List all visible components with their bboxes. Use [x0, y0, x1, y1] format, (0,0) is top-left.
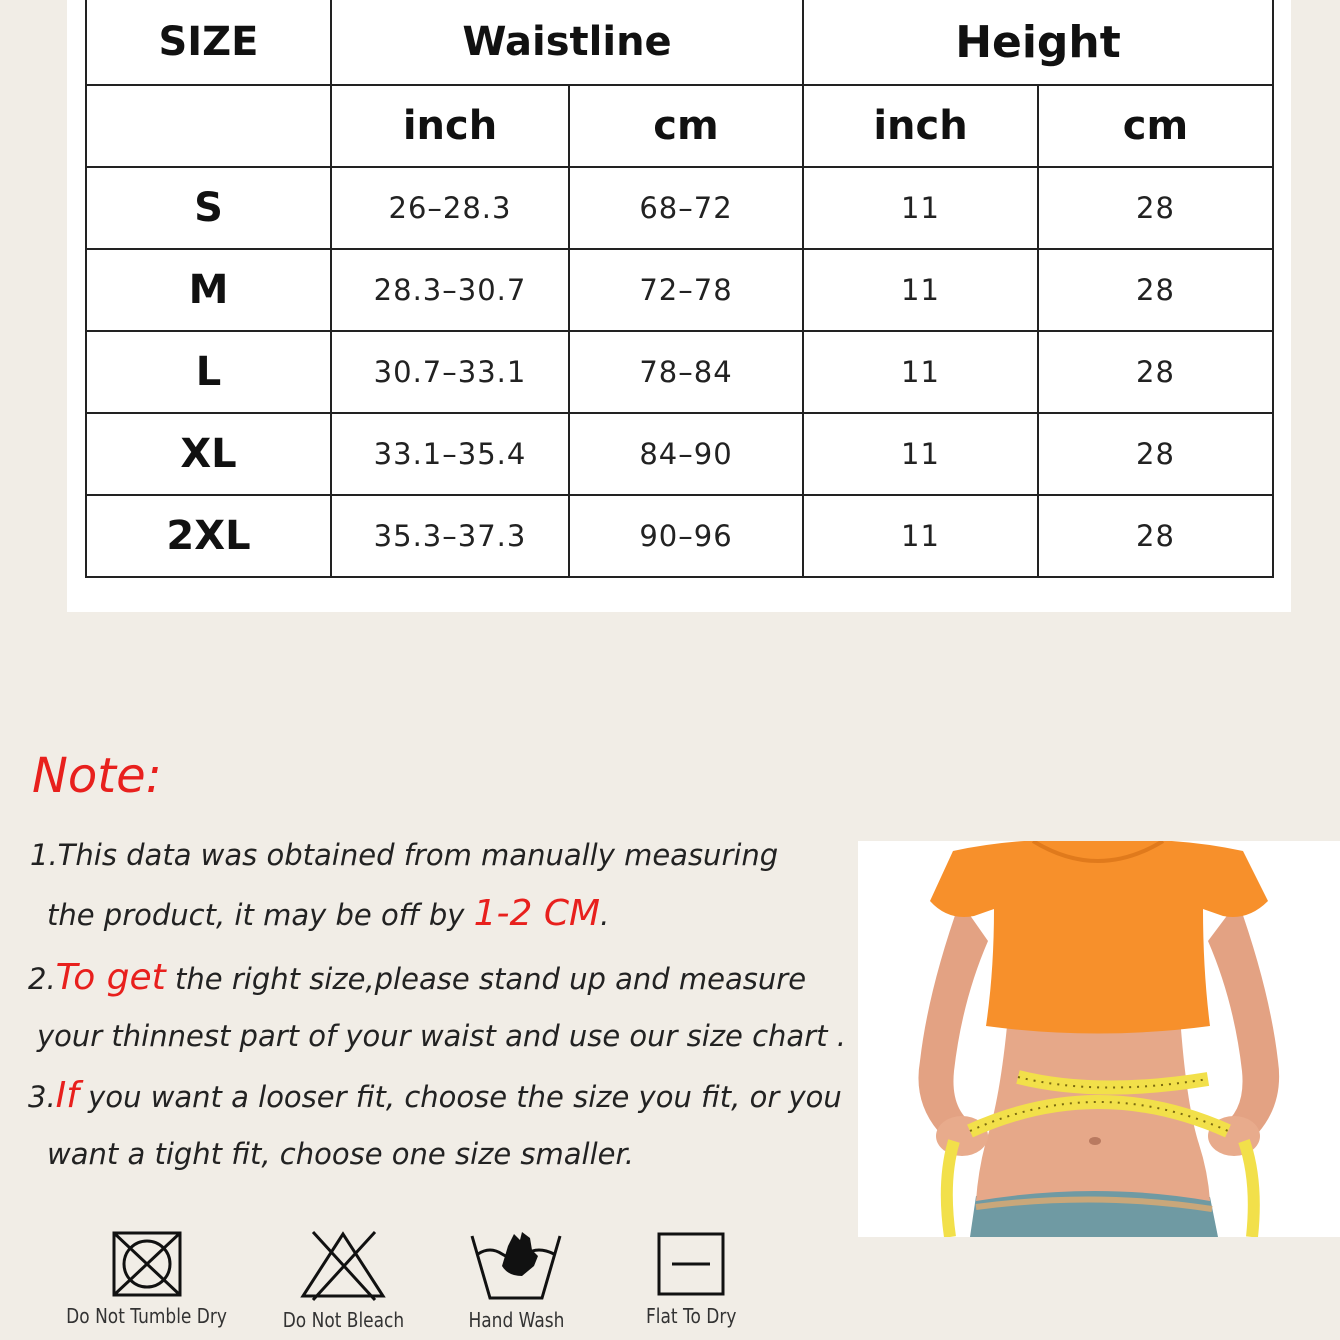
note-line-3a-num: 3.	[28, 1080, 56, 1114]
flat-to-dry-icon	[654, 1226, 728, 1298]
waist-inch-cell: 26–28.3	[331, 167, 569, 249]
do-not-tumble-dry-icon	[111, 1226, 183, 1298]
note-line-1b	[47, 893, 609, 934]
height-inch-unit: inch	[803, 85, 1038, 167]
size-cell: 2XL	[86, 495, 331, 577]
note-line-1b-text: the product, it may be off by	[47, 898, 474, 932]
note-line-2a-text: the right size,please stand up and measure	[165, 962, 807, 996]
size-cell: XL	[86, 413, 331, 495]
waist-illustration	[858, 841, 1340, 1237]
note-line-2a-num: 2.	[28, 962, 56, 996]
height-cm-cell: 28	[1038, 331, 1273, 413]
waist-cm-cell: 90–96	[569, 495, 803, 577]
height-header: Height	[803, 0, 1273, 85]
care-label-tumble: Do Not Tumble Dry	[66, 1304, 227, 1328]
size-cell: M	[86, 249, 331, 331]
height-cm-cell: 28	[1038, 495, 1273, 577]
size-chart-table	[85, 0, 1274, 578]
note-line-3a	[28, 1075, 842, 1116]
note-line-3a-text: you want a looser fit, choose the size you fit, or you	[78, 1080, 842, 1114]
size-cell: S	[86, 167, 331, 249]
height-cm-unit: cm	[1038, 85, 1273, 167]
care-label-bleach: Do Not Bleach	[282, 1308, 405, 1332]
waist-cm-cell: 72–78	[569, 249, 803, 331]
note-line-1b-end: .	[600, 898, 610, 932]
waist-cm-cell: 68–72	[569, 167, 803, 249]
height-inch-cell: 11	[803, 167, 1038, 249]
care-hand-wash	[460, 1226, 573, 1332]
care-flat-to-dry	[638, 1226, 744, 1328]
care-do-not-tumble-dry	[52, 1226, 241, 1328]
model-measuring-waist-image	[858, 841, 1340, 1237]
note-highlight-tolerance: 1-2 CM	[473, 893, 601, 934]
height-inch-cell: 11	[803, 331, 1038, 413]
hand-wash-icon	[460, 1226, 572, 1302]
waist-inch-cell: 28.3–30.7	[331, 249, 569, 331]
waistline-header: Waistline	[331, 0, 803, 85]
note-highlight-if: If	[55, 1075, 79, 1116]
size-header: SIZE	[86, 0, 331, 85]
table-row	[86, 413, 1273, 495]
waist-inch-cell: 33.1–35.4	[331, 413, 569, 495]
waist-inch-unit: inch	[331, 85, 569, 167]
care-do-not-bleach	[272, 1226, 415, 1332]
table-row	[86, 331, 1273, 413]
care-label-flat: Flat To Dry	[645, 1304, 737, 1328]
care-label-wash: Hand Wash	[468, 1308, 565, 1332]
note-line-2a	[28, 957, 806, 998]
waist-inch-cell: 35.3–37.3	[331, 495, 569, 577]
height-cm-cell: 28	[1038, 413, 1273, 495]
height-cm-cell: 28	[1038, 167, 1273, 249]
height-inch-cell: 11	[803, 249, 1038, 331]
size-cell: L	[86, 331, 331, 413]
note-line-2b: your thinnest part of your waist and use our size chart .	[37, 1019, 846, 1053]
table-row	[86, 495, 1273, 577]
table-row	[86, 249, 1273, 331]
height-cm-cell: 28	[1038, 249, 1273, 331]
table-row	[86, 167, 1273, 249]
note-line-3b: want a tight fit, choose one size smaller.	[47, 1137, 634, 1171]
height-inch-cell: 11	[803, 413, 1038, 495]
units-row	[86, 85, 1273, 167]
waist-cm-cell: 78–84	[569, 331, 803, 413]
note-line-1a: 1.This data was obtained from manually measuring	[30, 838, 779, 872]
note-title: Note:	[32, 748, 162, 804]
waist-inch-cell: 30.7–33.1	[331, 331, 569, 413]
waist-cm-cell: 84–90	[569, 413, 803, 495]
note-highlight-to-get: To get	[55, 957, 166, 998]
header-row	[86, 0, 1273, 85]
units-empty-cell	[86, 85, 331, 167]
height-inch-cell: 11	[803, 495, 1038, 577]
do-not-bleach-icon	[275, 1226, 411, 1302]
waist-cm-unit: cm	[569, 85, 803, 167]
